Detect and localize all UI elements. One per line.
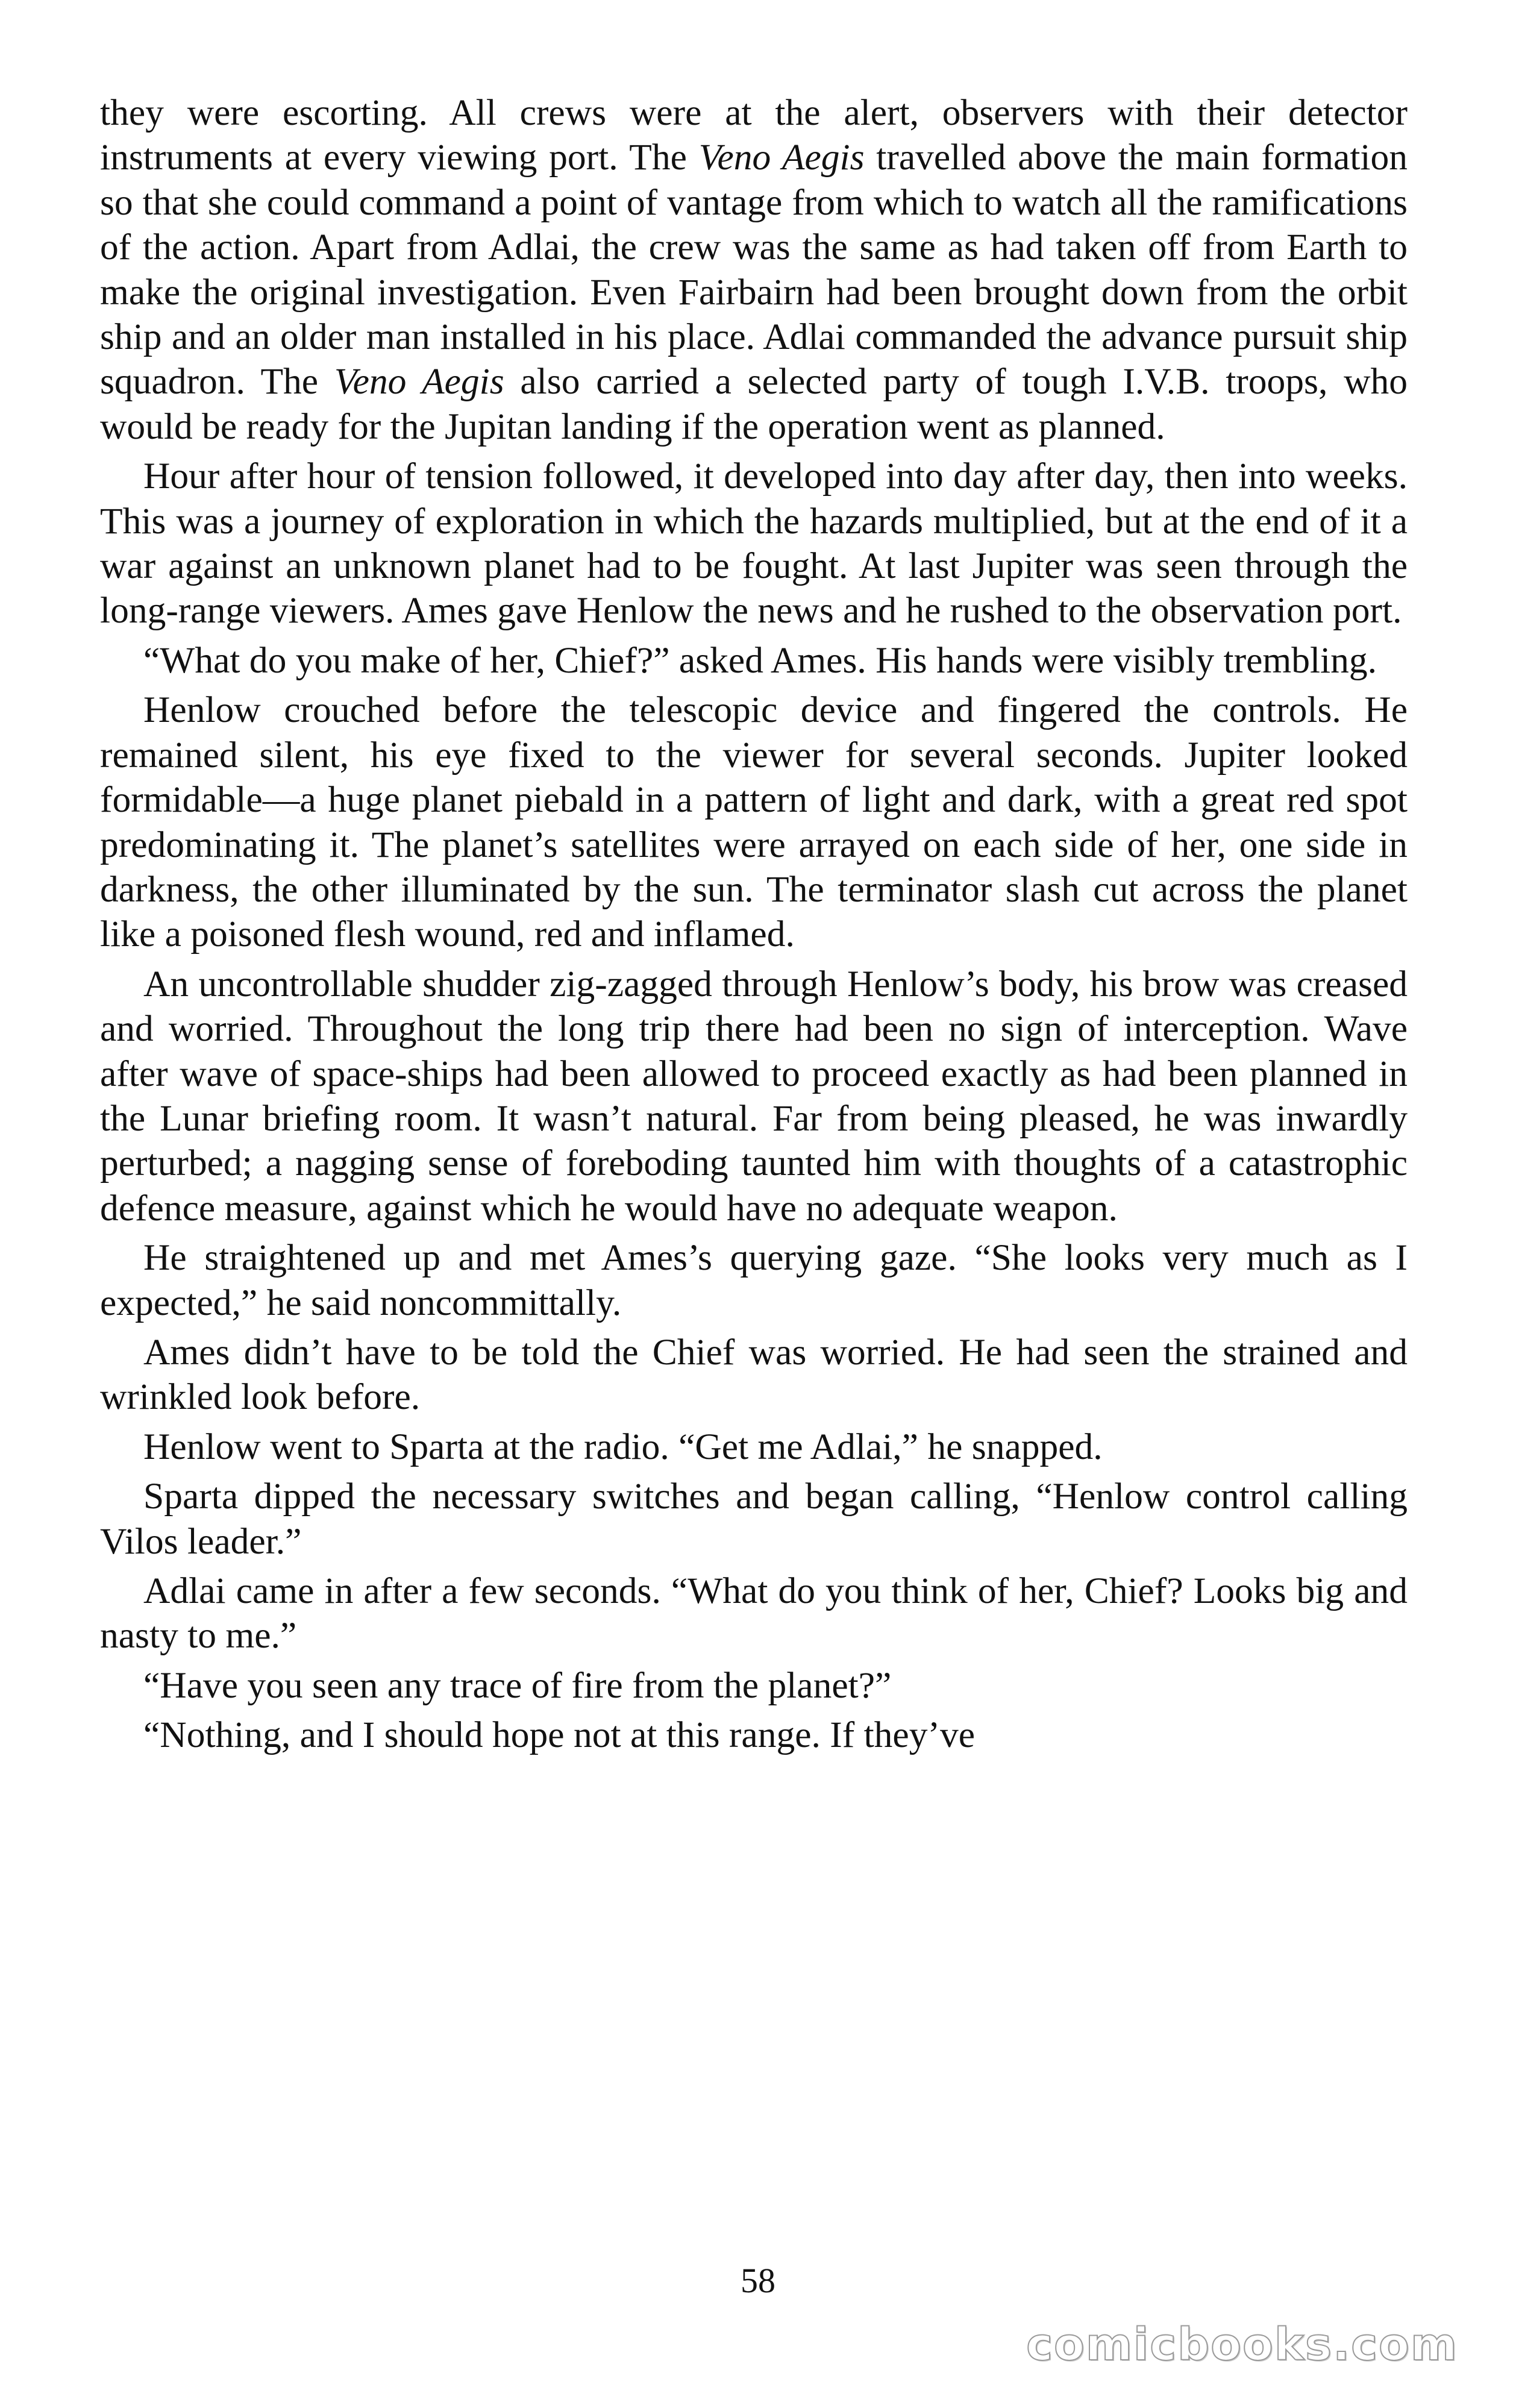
paragraph-6: He straightened up and met Ames’s querying gaze. “She looks very much as I expected,” he said noncommittally. [100, 1237, 1408, 1323]
paragraph-11: “Have you seen any trace of fire from the planet?” [143, 1664, 892, 1706]
ship-name-veno-aegis: Veno Aegis [698, 137, 865, 178]
watermark-logo: comicbooks.com [1026, 2319, 1458, 2371]
paragraph-3: “What do you make of her, Chief?” asked Ames. His hands were visibly trembling. [143, 639, 1377, 681]
paragraph-8: Henlow went to Sparta at the radio. “Get me Adlai,” he snapped. [143, 1426, 1103, 1467]
paragraph-10: Adlai came in after a few seconds. “What do you think of her, Chief? Looks big and nasty to me.” [100, 1570, 1408, 1657]
paragraph-1-part-1: they were escorting. All crews were at the alert, observers with their detector instruments at every viewing port. The [100, 92, 1408, 178]
ship-name-veno-aegis-2: Veno Aegis [334, 361, 504, 403]
paragraph-1-part-5: also carried a selected party of tough I.V.B. troops, who would be ready for the Jupitan landing if the operation went as planned. [100, 361, 1408, 447]
paragraph-1 [100, 90, 1408, 449]
paragraph-1-part-3: travelled above the main formation so that she could command a point of vantage from which to watch all the ramifications of the action. Apart from Adlai, the crew was the same as had taken off from Earth to make the original investigation. Even Fairbairn had been brought down from the orbit ship and an older man installed in his place. Adlai commanded the advance pursuit ship squadron. The [100, 137, 1408, 403]
paragraph-9: Sparta dipped the necessary switches and began calling, “Henlow control calling Vilos leader.” [100, 1476, 1408, 1562]
page-number: 58 [741, 2261, 775, 2300]
paragraph-12: “Nothing, and I should hope not at this range. If they’ve [143, 1714, 975, 1756]
paragraph-7: Ames didn’t have to be told the Chief was worried. He had seen the strained and wrinkled look before. [100, 1331, 1408, 1418]
paragraph-2: Hour after hour of tension followed, it developed into day after day, then into weeks. This was a journey of exploration in which the hazards multiplied, but at the end of it a war against an unknown planet had to be fought. At last Jupiter was seen through the long-range viewers. Ames gave Henlow the news and he rushed to the observation port. [100, 456, 1408, 632]
paragraph-4: Henlow crouched before the telescopic device and fingered the controls. He remained silent, his eye fixed to the viewer for several seconds. Jupiter looked formidable—a huge planet piebald in a pattern of light and dark, with a great red spot predominating it. The planet’s satellites were arrayed on each side of her, one side in darkness, the other illuminated by the sun. The terminator slash cut across the planet like a poisoned flesh wound, red and inflamed. [100, 689, 1408, 955]
paragraph-5: An uncontrollable shudder zig-zagged through Henlow’s body, his brow was creased and worried. Throughout the long trip there had been no sign of interception. Wave after wave of space-ships had been allowed to proceed exactly as had been planned in the Lunar briefing room. It wasn’t natural. Far from being pleased, he was inwardly perturbed; a nagging sense of foreboding taunted him with thoughts of a catastrophic defence measure, against which he would have no adequate weapon. [100, 963, 1408, 1229]
book-page-text [100, 90, 1408, 1763]
